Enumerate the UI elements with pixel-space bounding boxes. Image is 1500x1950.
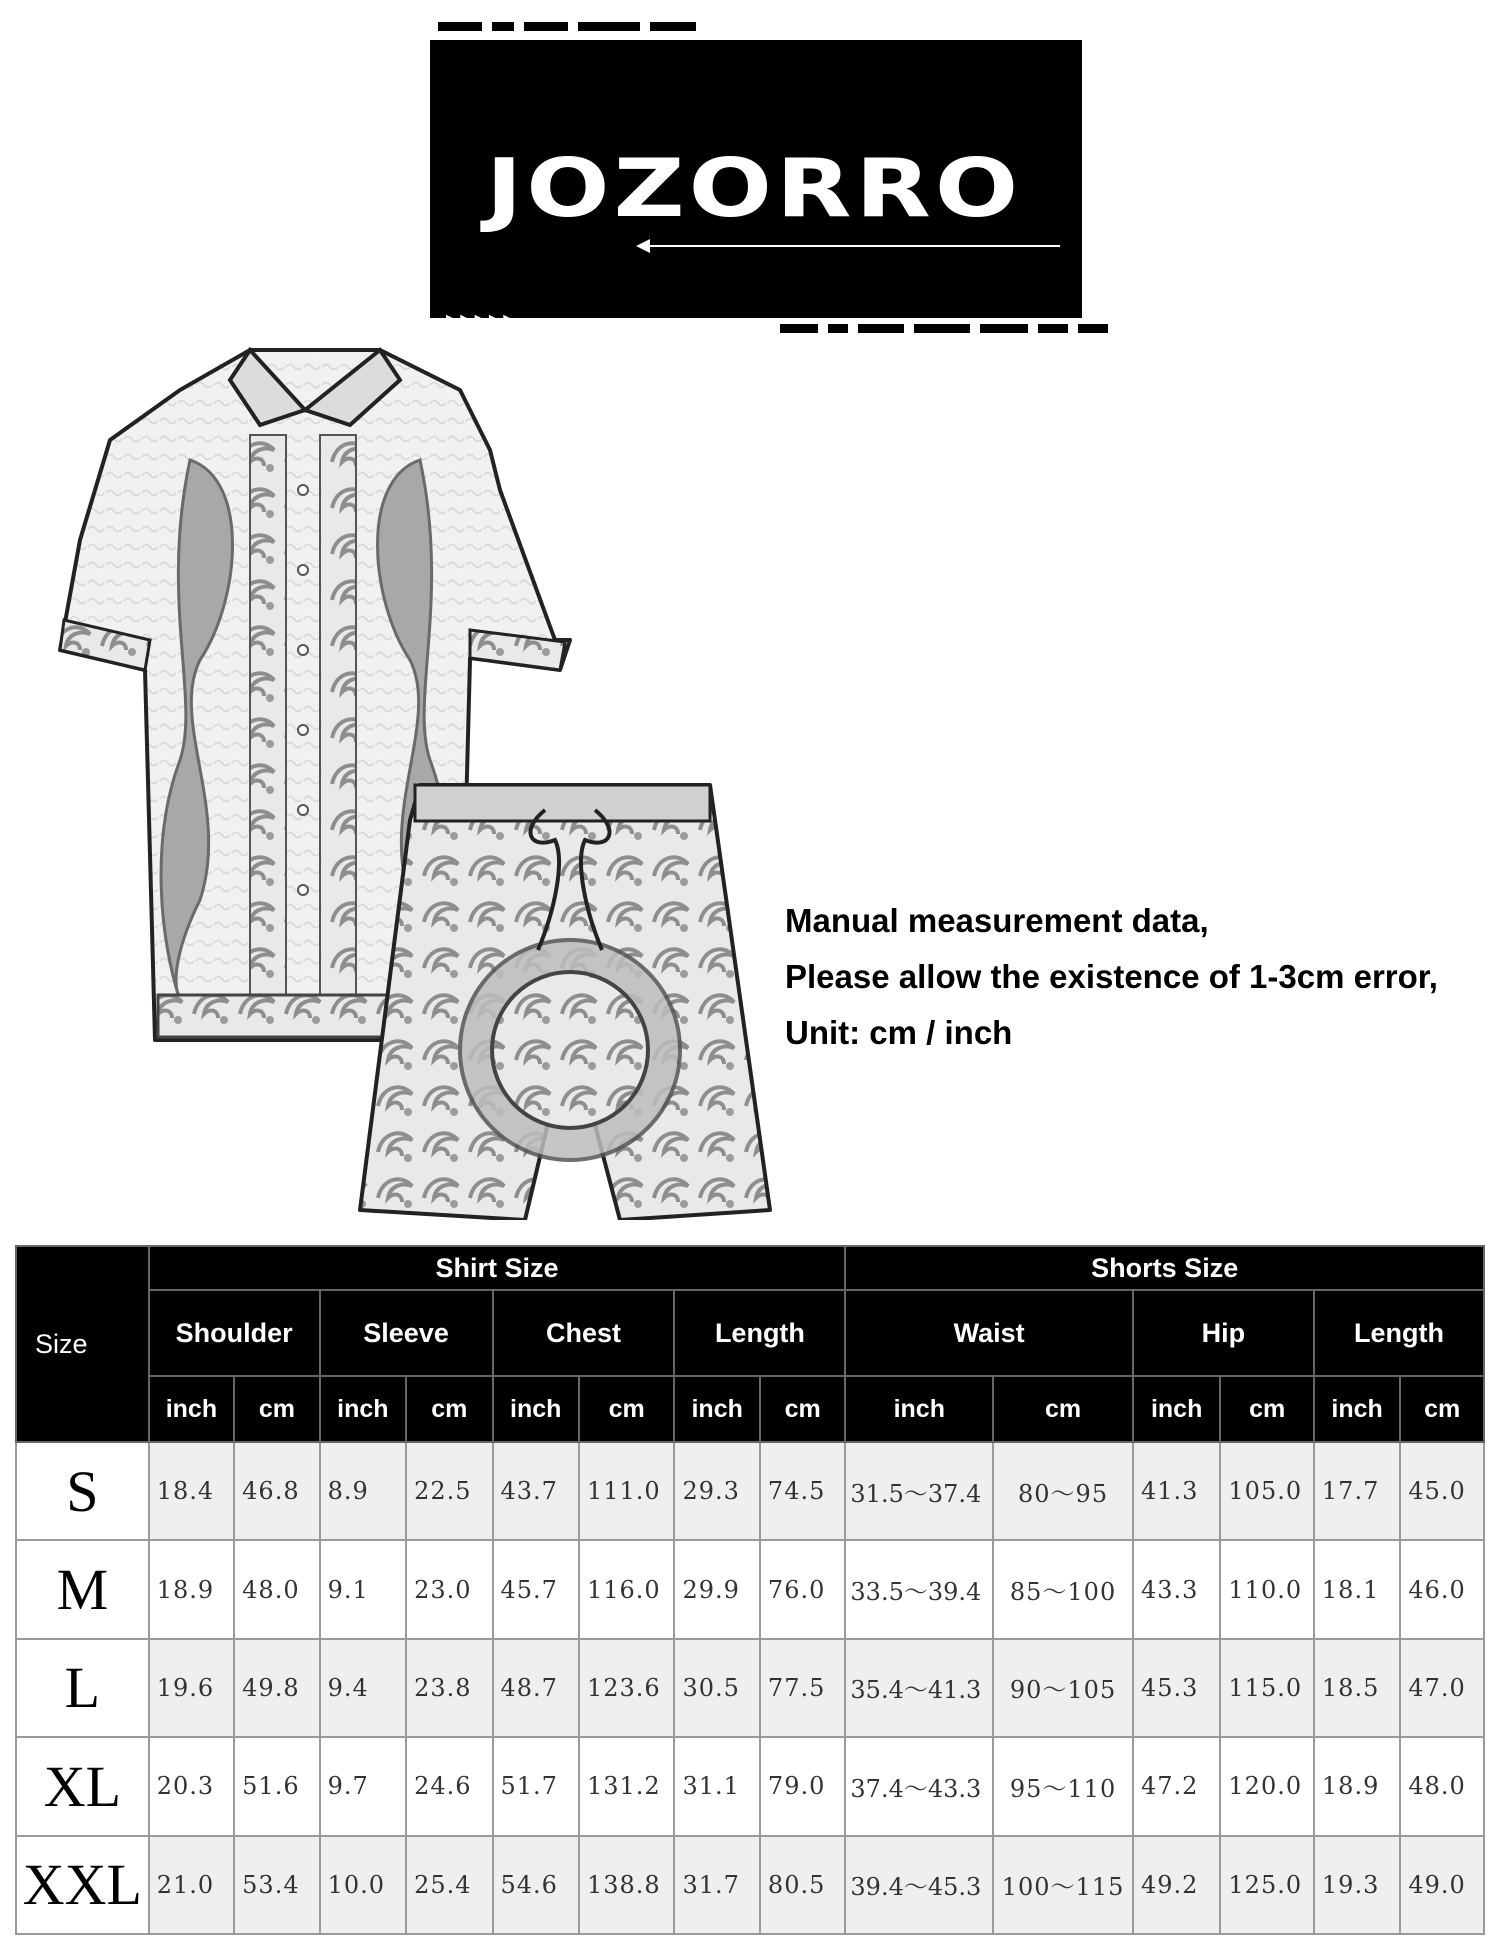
table-cell: 105.0	[1220, 1442, 1314, 1540]
table-cell: 20.3	[149, 1737, 234, 1835]
table-row	[16, 1737, 1484, 1835]
shirt-length-header: Length	[674, 1290, 845, 1376]
table-cell: 100～115	[993, 1836, 1133, 1934]
size-column-header: Size	[16, 1246, 149, 1442]
table-cell: 80.5	[760, 1836, 845, 1934]
table-cell: 17.7	[1314, 1442, 1400, 1540]
table-cell: 49.8	[234, 1639, 319, 1737]
table-cell: 115.0	[1220, 1639, 1314, 1737]
table-cell: 9.1	[320, 1540, 406, 1638]
table-cell: 120.0	[1220, 1737, 1314, 1835]
table-cell: 54.6	[493, 1836, 579, 1934]
table-cell: 31.7	[674, 1836, 759, 1934]
table-cell: 110.0	[1220, 1540, 1314, 1638]
unit-inch-header: inch	[1314, 1376, 1400, 1442]
table-cell: 29.9	[674, 1540, 759, 1638]
table-cell: 95～110	[993, 1737, 1133, 1835]
shirt-size-header: Shirt Size	[149, 1246, 846, 1290]
table-cell: 46.8	[234, 1442, 319, 1540]
table-cell: 47.2	[1133, 1737, 1220, 1835]
unit-cm-header: cm	[406, 1376, 492, 1442]
table-cell: 47.0	[1400, 1639, 1484, 1737]
logo-dashes-bottom	[780, 324, 1108, 333]
table-cell: 74.5	[760, 1442, 845, 1540]
unit-inch-header: inch	[320, 1376, 406, 1442]
waist-header: Waist	[845, 1290, 1133, 1376]
table-cell: 21.0	[149, 1836, 234, 1934]
table-row	[16, 1442, 1484, 1540]
hip-header: Hip	[1133, 1290, 1314, 1376]
table-cell: 116.0	[579, 1540, 675, 1638]
table-cell: 18.1	[1314, 1540, 1400, 1638]
table-cell: 10.0	[320, 1836, 406, 1934]
size-label: M	[16, 1540, 149, 1638]
table-cell: 125.0	[1220, 1836, 1314, 1934]
product-illustration	[50, 340, 810, 1220]
shorts-length-header: Length	[1314, 1290, 1484, 1376]
table-cell: 48.7	[493, 1639, 579, 1737]
table-cell: 51.6	[234, 1737, 319, 1835]
logo-underline	[640, 245, 1060, 247]
table-cell: 49.0	[1400, 1836, 1484, 1934]
size-label: L	[16, 1639, 149, 1737]
shorts-size-header: Shorts Size	[845, 1246, 1484, 1290]
table-cell: 41.3	[1133, 1442, 1220, 1540]
table-cell: 43.7	[493, 1442, 579, 1540]
table-cell: 25.4	[406, 1836, 492, 1934]
unit-cm-header: cm	[579, 1376, 675, 1442]
table-cell: 45.3	[1133, 1639, 1220, 1737]
shoulder-header: Shoulder	[149, 1290, 320, 1376]
table-cell: 35.4～41.3	[845, 1639, 993, 1737]
table-cell: 18.4	[149, 1442, 234, 1540]
note-line-2: Please allow the existence of 1-3cm error,	[785, 958, 1438, 995]
table-cell: 18.5	[1314, 1639, 1400, 1737]
logo-box	[430, 40, 1082, 329]
note-line-3: Unit: cm / inch	[785, 1014, 1013, 1051]
shorts-illustration	[360, 785, 770, 1220]
unit-inch-header: inch	[845, 1376, 993, 1442]
unit-inch-header: inch	[674, 1376, 759, 1442]
table-cell: 8.9	[320, 1442, 406, 1540]
table-cell: 90～105	[993, 1639, 1133, 1737]
table-cell: 39.4～45.3	[845, 1836, 993, 1934]
logo-dashes-top	[438, 22, 696, 31]
table-cell: 31.1	[674, 1737, 759, 1835]
size-label: XXL	[16, 1836, 149, 1934]
table-cell: 48.0	[1400, 1737, 1484, 1835]
table-cell: 131.2	[579, 1737, 675, 1835]
table-row	[16, 1540, 1484, 1638]
table-cell: 22.5	[406, 1442, 492, 1540]
table-cell: 53.4	[234, 1836, 319, 1934]
unit-cm-header: cm	[1400, 1376, 1484, 1442]
logo-arrows-icon: ▶▶▶▶▶	[446, 310, 518, 329]
size-label: S	[16, 1442, 149, 1540]
size-label: XL	[16, 1737, 149, 1835]
table-cell: 43.3	[1133, 1540, 1220, 1638]
unit-inch-header: inch	[149, 1376, 234, 1442]
size-chart-table	[15, 1245, 1485, 1935]
table-cell: 18.9	[149, 1540, 234, 1638]
table-cell: 111.0	[579, 1442, 675, 1540]
note-line-1: Manual measurement data,	[785, 902, 1209, 939]
unit-cm-header: cm	[1220, 1376, 1314, 1442]
table-cell: 31.5～37.4	[845, 1442, 993, 1540]
unit-inch-header: inch	[1133, 1376, 1220, 1442]
table-cell: 33.5～39.4	[845, 1540, 993, 1638]
table-cell: 29.3	[674, 1442, 759, 1540]
table-cell: 85～100	[993, 1540, 1133, 1638]
logo-wordmark: JOZORRO	[485, 142, 1023, 236]
table-cell: 123.6	[579, 1639, 675, 1737]
sleeve-header: Sleeve	[320, 1290, 493, 1376]
table-cell: 9.7	[320, 1737, 406, 1835]
size-rows	[16, 1442, 1484, 1934]
unit-cm-header: cm	[234, 1376, 319, 1442]
chest-header: Chest	[493, 1290, 675, 1376]
table-cell: 46.0	[1400, 1540, 1484, 1638]
table-cell: 45.7	[493, 1540, 579, 1638]
table-cell: 48.0	[234, 1540, 319, 1638]
table-cell: 76.0	[760, 1540, 845, 1638]
table-cell: 18.9	[1314, 1737, 1400, 1835]
table-cell: 37.4～43.3	[845, 1737, 993, 1835]
table-cell: 24.6	[406, 1737, 492, 1835]
table-cell: 138.8	[579, 1836, 675, 1934]
table-cell: 30.5	[674, 1639, 759, 1737]
table-row	[16, 1836, 1484, 1934]
table-cell: 51.7	[493, 1737, 579, 1835]
table-cell: 77.5	[760, 1639, 845, 1737]
table-cell: 19.3	[1314, 1836, 1400, 1934]
table-cell: 49.2	[1133, 1836, 1220, 1934]
unit-cm-header: cm	[760, 1376, 845, 1442]
table-cell: 45.0	[1400, 1442, 1484, 1540]
table-cell: 19.6	[149, 1639, 234, 1737]
table-cell: 23.8	[406, 1639, 492, 1737]
unit-inch-header: inch	[493, 1376, 579, 1442]
logo-arrow-icon	[636, 239, 650, 253]
brand-logo	[430, 20, 1090, 340]
table-cell: 23.0	[406, 1540, 492, 1638]
table-cell: 79.0	[760, 1737, 845, 1835]
measurement-notes	[785, 893, 1438, 1061]
table-cell: 9.4	[320, 1639, 406, 1737]
table-row	[16, 1639, 1484, 1737]
table-cell: 80～95	[993, 1442, 1133, 1540]
unit-cm-header: cm	[993, 1376, 1133, 1442]
